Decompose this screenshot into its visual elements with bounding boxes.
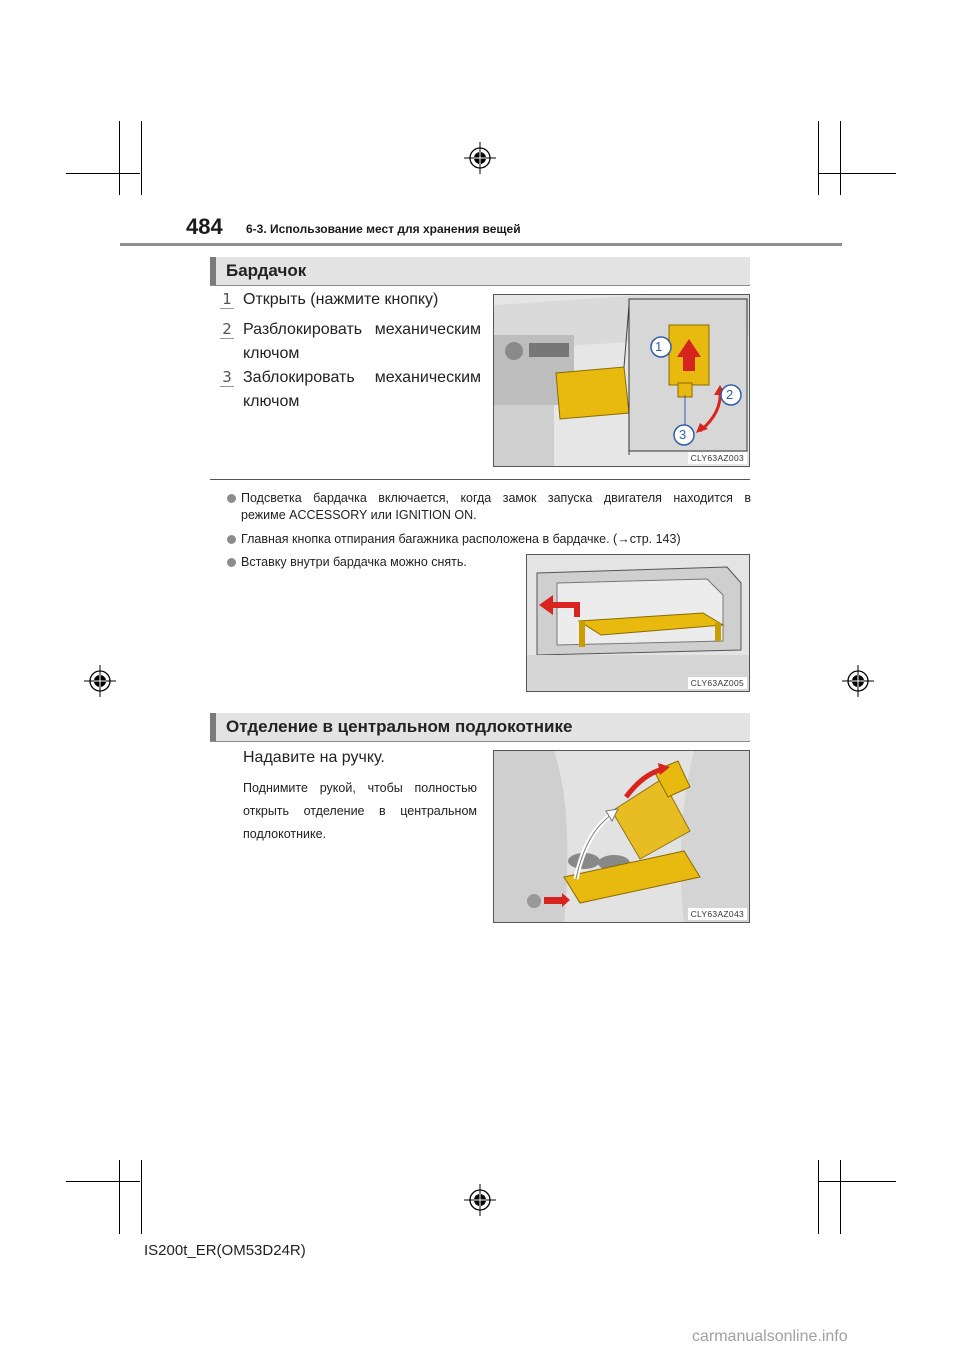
registration-mark-icon <box>464 142 496 174</box>
divider <box>210 479 750 480</box>
section-header-glovebox <box>210 257 750 285</box>
figure-code: CLY63AZ003 <box>688 452 747 464</box>
step-text: ключом <box>243 393 300 410</box>
note-text: Подсветка бардачка включается, когда замок запуска двигателя находится в <box>241 491 751 505</box>
detail-text: подлокотнике. <box>243 827 327 841</box>
bullet-icon <box>227 494 236 503</box>
crop-mark <box>818 1160 819 1234</box>
callout-number: 3 <box>679 427 687 442</box>
armrest-figure <box>493 750 750 923</box>
crop-mark <box>141 1160 142 1234</box>
section-rule <box>210 741 750 742</box>
crop-mark <box>66 173 140 174</box>
step-text: Разблокировать механическим <box>243 321 481 338</box>
chapter-title: 6-3. Использование мест для хранения вещей <box>246 222 521 236</box>
crop-mark <box>141 121 142 195</box>
detail-text: Поднимите рукой, чтобы полностью <box>243 781 477 795</box>
section-header-armrest <box>210 713 750 741</box>
watermark: carmanualsonline.info <box>692 1328 848 1345</box>
crop-mark <box>840 121 841 195</box>
section-rule <box>210 285 750 286</box>
registration-mark-icon <box>842 665 874 697</box>
crop-mark <box>818 121 819 195</box>
step-number: 3 <box>220 368 234 387</box>
document-code: IS200t_ER(OM53D24R) <box>144 1242 306 1259</box>
registration-mark-icon <box>84 665 116 697</box>
callout-number: 1 <box>655 339 663 354</box>
callout-number: 2 <box>726 387 734 402</box>
step-number: 2 <box>220 320 234 339</box>
step-text: Открыть (нажмите кнопку) <box>243 291 439 308</box>
instruction-text: Надавите на ручку. <box>243 749 385 766</box>
section-title: Отделение в центральном подлокотнике <box>226 717 573 736</box>
note-text: Главная кнопка отпирания багажника расположена в бардачке. (→стр. 143) <box>241 532 681 546</box>
glovebox-insert-illustration <box>527 555 750 692</box>
detail-text: открыть отделение в центральном <box>243 804 477 818</box>
crop-mark <box>818 1181 896 1182</box>
glovebox-figure <box>493 294 750 467</box>
glovebox-illustration <box>494 295 750 467</box>
crop-mark <box>818 173 896 174</box>
crop-mark <box>119 121 120 195</box>
bullet-icon <box>227 558 236 567</box>
step-text: Заблокировать механическим <box>243 369 481 386</box>
figure-code: CLY63AZ043 <box>688 908 747 920</box>
step-text: ключом <box>243 345 300 362</box>
note-text: Вставку внутри бардачка можно снять. <box>241 555 467 569</box>
crop-mark <box>840 1160 841 1234</box>
registration-mark-icon <box>464 1184 496 1216</box>
step-number: 1 <box>220 290 234 309</box>
figure-code: CLY63AZ005 <box>688 677 747 689</box>
header-rule <box>120 243 842 246</box>
page-number: 484 <box>186 214 223 239</box>
glovebox-insert-figure <box>526 554 750 692</box>
bullet-icon <box>227 535 236 544</box>
crop-mark <box>66 1181 140 1182</box>
crop-mark <box>119 1160 120 1234</box>
note-text: режиме ACCESSORY или IGNITION ON. <box>241 508 477 522</box>
section-title: Бардачок <box>226 261 307 280</box>
armrest-illustration <box>494 751 750 923</box>
